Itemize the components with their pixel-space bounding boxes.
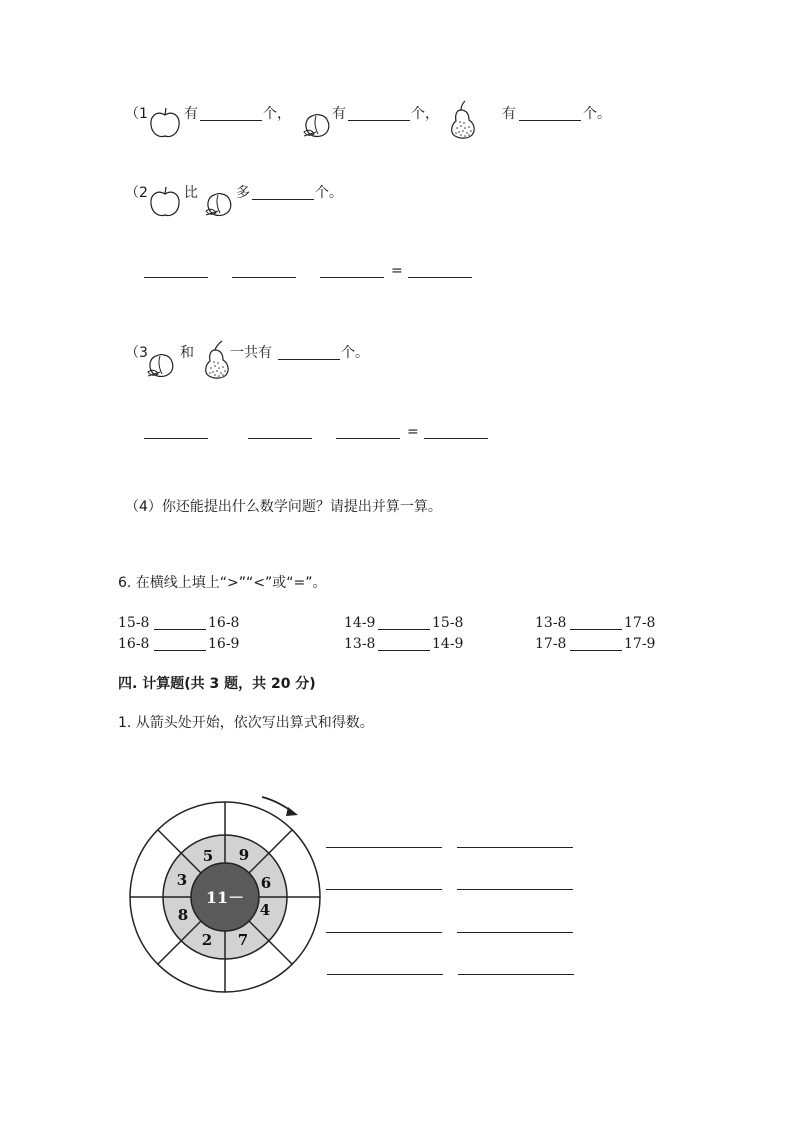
q6-r2c3-right: 17-9 bbox=[624, 636, 656, 652]
q3-eq-blank-1[interactable] bbox=[144, 438, 208, 439]
q6-title: 6. 在横线上填上“>”“<”或“=”。 bbox=[118, 575, 327, 591]
q3-unit: 个。 bbox=[341, 345, 369, 361]
q3-eq-blank-4[interactable] bbox=[424, 438, 488, 439]
q1-has-1: 有 bbox=[184, 106, 198, 122]
q4-text: （4）你还能提出什么数学问题？请提出并算一算。 bbox=[125, 499, 442, 515]
answer-line[interactable] bbox=[326, 847, 442, 848]
answer-line[interactable] bbox=[327, 974, 443, 975]
q6-r2c1-left: 16-8 bbox=[118, 636, 150, 652]
q1-blank-1[interactable] bbox=[200, 120, 262, 121]
subtraction-wheel bbox=[120, 785, 330, 1005]
pear-icon bbox=[447, 98, 479, 140]
q6-r1c3-left: 13-8 bbox=[535, 615, 567, 631]
q1-blank-2[interactable] bbox=[348, 120, 410, 121]
q2-eq-blank-2[interactable] bbox=[232, 277, 296, 278]
wheel-number: 8 bbox=[177, 906, 189, 924]
q6-r2c1-blank[interactable] bbox=[154, 650, 206, 651]
q6-r2c2-blank[interactable] bbox=[378, 650, 430, 651]
wheel-number: 2 bbox=[201, 931, 213, 949]
q3-eq-blank-3[interactable] bbox=[336, 438, 400, 439]
q2-equals: = bbox=[391, 263, 403, 279]
q6-r1c1-blank[interactable] bbox=[154, 629, 206, 630]
answer-line[interactable] bbox=[457, 889, 573, 890]
answer-line[interactable] bbox=[457, 932, 573, 933]
q6-r2c2-left: 13-8 bbox=[344, 636, 376, 652]
q2-prefix: （2 bbox=[125, 185, 148, 201]
q6-r1c3-blank[interactable] bbox=[570, 629, 622, 630]
q6-r1c3-right: 17-8 bbox=[624, 615, 656, 631]
answer-line[interactable] bbox=[457, 847, 573, 848]
q1-has-3: 有 bbox=[502, 106, 516, 122]
q6-r2c3-blank[interactable] bbox=[570, 650, 622, 651]
peach-icon bbox=[146, 350, 178, 380]
calc1-title: 1. 从箭头处开始，依次写出算式和得数。 bbox=[118, 715, 374, 731]
q2-blank[interactable] bbox=[252, 199, 314, 200]
answer-line[interactable] bbox=[326, 932, 442, 933]
q1-unit-3: 个。 bbox=[583, 106, 611, 122]
q1-prefix: （1 bbox=[125, 106, 148, 122]
wheel-number: 3 bbox=[176, 871, 188, 889]
q3-and: 和 bbox=[180, 345, 194, 361]
q2-unit: 个。 bbox=[315, 185, 343, 201]
q6-r2c2-right: 14-9 bbox=[432, 636, 464, 652]
q6-r1c2-right: 15-8 bbox=[432, 615, 464, 631]
pear-icon bbox=[200, 338, 232, 380]
wheel-number: 6 bbox=[260, 874, 272, 892]
q3-eq-blank-2[interactable] bbox=[248, 438, 312, 439]
apple-icon bbox=[148, 106, 182, 140]
wheel-number: 9 bbox=[238, 846, 250, 864]
wheel-number: 7 bbox=[237, 931, 249, 949]
q6-r1c1-right: 16-8 bbox=[208, 615, 240, 631]
answer-line[interactable] bbox=[458, 974, 574, 975]
q3-equals: = bbox=[407, 424, 419, 440]
wheel-number: 4 bbox=[259, 901, 271, 919]
q2-compare: 比 bbox=[184, 185, 198, 201]
peach-icon bbox=[204, 189, 236, 219]
peach-icon bbox=[302, 110, 334, 140]
q3-blank[interactable] bbox=[278, 359, 340, 360]
q1-unit-2: 个， bbox=[411, 106, 439, 122]
q1-has-2: 有 bbox=[332, 106, 346, 122]
q2-more: 多 bbox=[236, 185, 250, 201]
q1-unit-1: 个， bbox=[263, 106, 291, 122]
section4-title: 四. 计算题(共 3 题，共 20 分) bbox=[118, 676, 316, 692]
q6-r2c1-right: 16-9 bbox=[208, 636, 240, 652]
answer-line[interactable] bbox=[326, 889, 442, 890]
arrow-head-icon bbox=[286, 807, 298, 816]
wheel-number: 5 bbox=[202, 847, 214, 865]
q2-eq-blank-1[interactable] bbox=[144, 277, 208, 278]
q2-eq-blank-3[interactable] bbox=[320, 277, 384, 278]
q6-r1c1-left: 15-8 bbox=[118, 615, 150, 631]
q3-prefix: （3 bbox=[125, 345, 148, 361]
q1-blank-3[interactable] bbox=[519, 120, 581, 121]
wheel-center-label: 11－ bbox=[205, 888, 245, 907]
q6-r1c2-blank[interactable] bbox=[378, 629, 430, 630]
q6-r1c2-left: 14-9 bbox=[344, 615, 376, 631]
apple-icon bbox=[148, 185, 182, 219]
q6-r2c3-left: 17-8 bbox=[535, 636, 567, 652]
q3-total: 一共有 bbox=[230, 345, 272, 361]
q2-eq-blank-4[interactable] bbox=[408, 277, 472, 278]
